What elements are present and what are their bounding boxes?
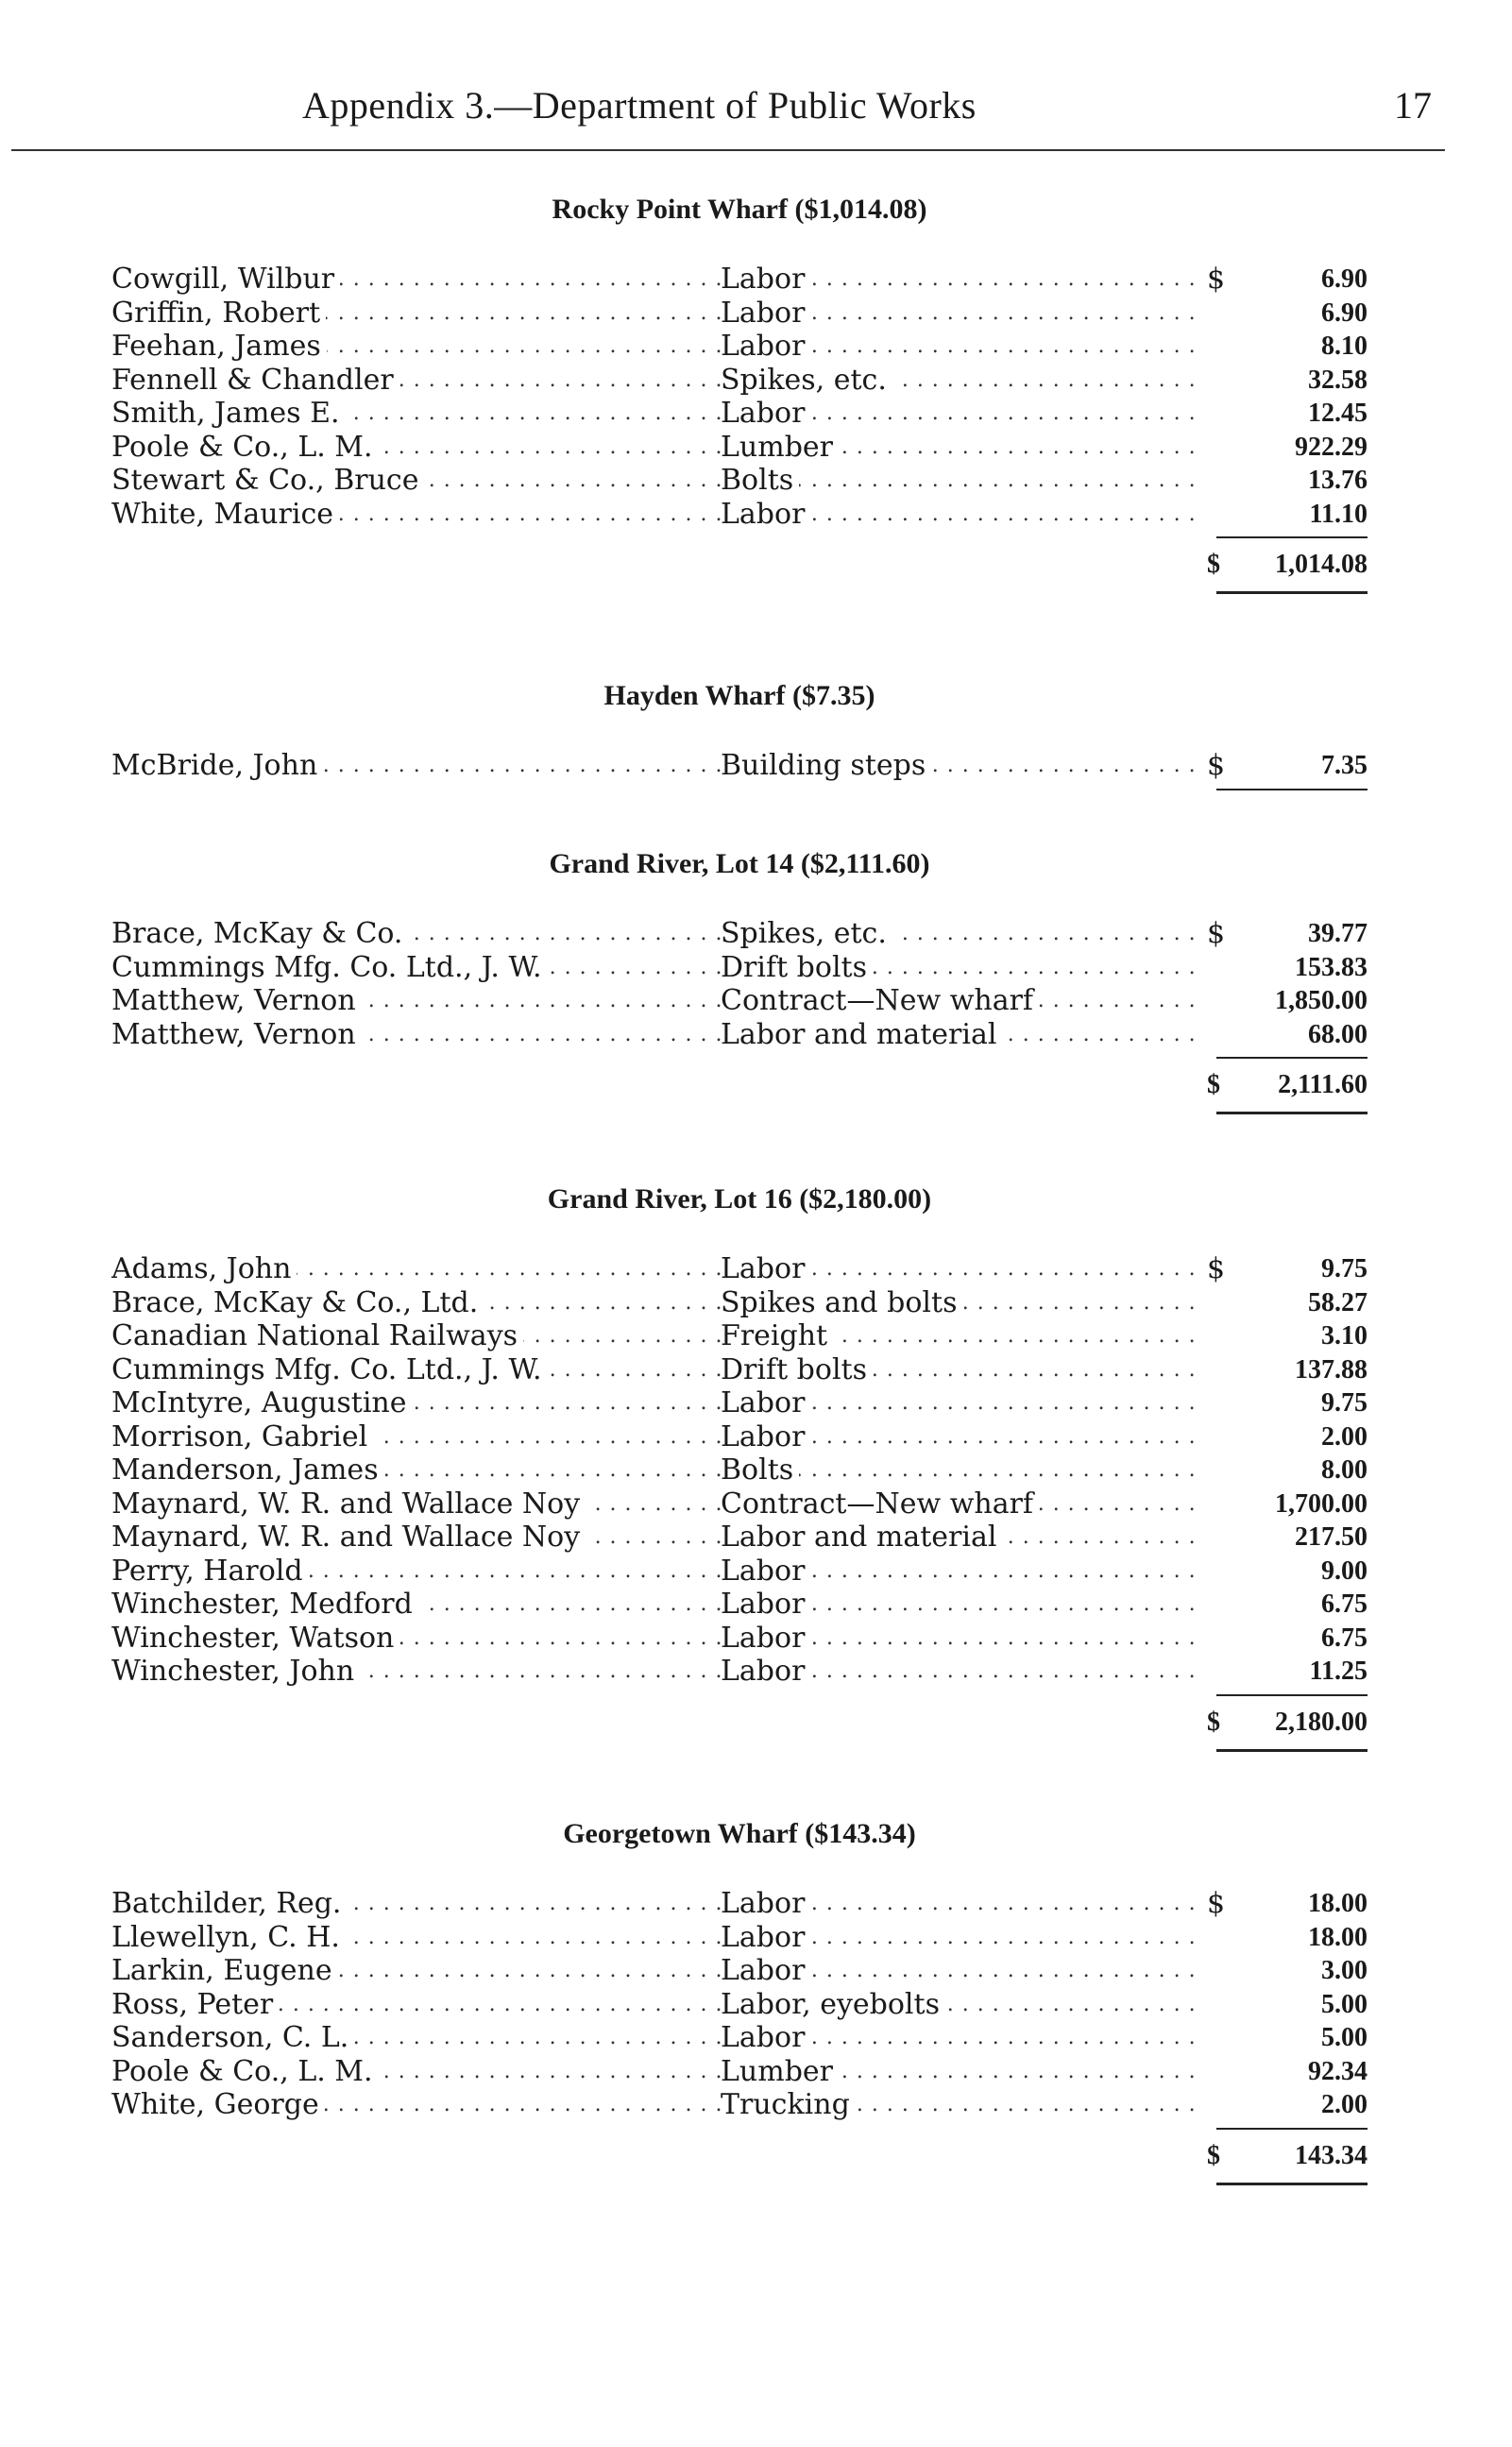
expense-item [721,1921,1198,1954]
total-underline [1216,591,1368,594]
amount: 39.77 [1308,919,1368,948]
payee-name [111,917,721,950]
expense-item-text: Labor and material [721,1521,1002,1554]
ledger-row [111,951,1368,985]
expense-item-text: Labor [721,1921,810,1954]
subtotal-rule-wrap [111,2122,1368,2132]
amount: 13.76 [1308,466,1368,495]
payee-name-text: Poole & Co., L. M. [111,2055,379,2088]
expense-item [721,1988,1198,2021]
entries-list [111,749,1368,792]
payee-name-text: Matthew, Vernon [111,984,362,1017]
section-title: Grand River, Lot 16 ($2,180.00) [547,1183,932,1215]
amount: 9.00 [1321,1555,1368,1586]
payee-name [111,1887,721,1920]
expense-item-text: Labor [721,1555,810,1588]
payee-name [111,1988,721,2021]
expense-item [721,1487,1198,1521]
expense-item-text: Labor [721,1588,810,1621]
subtotal-rule [1216,536,1368,538]
ledger-row [111,1954,1368,1988]
section-rocky-point-wharf [111,189,1368,593]
amount: 3.00 [1321,1956,1368,1985]
expense-item [721,2088,1198,2121]
payee-name [111,1286,721,1319]
subtotal-rule-wrap [111,1051,1368,1061]
total-currency-symbol: $ [1207,2140,1220,2170]
payee-name [111,1622,721,1655]
header-rule [11,149,1445,151]
payee-name-text: Cowgill, Wilbur [111,263,340,296]
payee-name-text: Manderson, James [111,1453,384,1487]
ledger-row [111,1252,1368,1286]
expense-item [721,1954,1198,1987]
payee-name [111,1921,721,1954]
payee-name-text: Poole & Co., L. M. [111,431,379,464]
ledger-row [111,263,1368,297]
payee-name [111,297,721,330]
ledger-row [111,1420,1368,1454]
currency-symbol: $ [1207,1252,1226,1285]
section-georgetown-wharf [111,1813,1368,2184]
payee-name [111,951,721,984]
subtotal-rule-wrap [111,1689,1368,1698]
ledger-row [111,1453,1368,1487]
ledger-row [111,364,1368,398]
payee-name-text: Maynard, W. R. and Wallace Noy [111,1487,586,1521]
payee-name [111,1555,721,1588]
payee-name-text: Stewart & Co., Bruce [111,464,424,497]
amount: 92.34 [1308,2056,1368,2086]
ledger-row [111,2088,1368,2122]
payee-name-text: Maynard, W. R. and Wallace Noy [111,1521,586,1554]
payee-name-text: Matthew, Vernon [111,1018,362,1051]
subtotal-rule-wrap [111,783,1368,792]
payee-name [111,1487,721,1521]
payee-name [111,2088,721,2121]
total-currency-symbol: $ [1207,1707,1220,1737]
amount: 922.29 [1295,432,1368,462]
expense-item-text: Drift bolts [721,1353,873,1386]
ledger-row [111,984,1368,1018]
amount: 9.75 [1321,1388,1368,1418]
payee-name [111,1319,721,1352]
ledger-row [111,1921,1368,1955]
ledger-row [111,464,1368,498]
amount: 217.50 [1295,1522,1368,1552]
currency-symbol: $ [1207,917,1226,950]
currency-symbol: $ [1207,749,1226,782]
ledger-row [111,1386,1368,1420]
amount: 5.00 [1321,2023,1368,2052]
expense-item-text: Labor [721,263,810,296]
subtotal-rule-wrap [111,531,1368,540]
ledger-row [111,1655,1368,1689]
expense-item-text: Labor [721,1420,810,1453]
expense-item-text: Contract—New wharf [721,984,1039,1017]
payee-name [111,1353,721,1386]
subtotal-rule [1216,1057,1368,1059]
subtotal-rule [1216,789,1368,790]
section-total [111,1698,1368,1745]
payee-name-text: Brace, McKay & Co., Ltd. [111,1286,484,1319]
total-currency-symbol: $ [1207,1070,1220,1099]
payee-name-text: Larkin, Eugene [111,1954,338,1987]
payee-name [111,2021,721,2054]
payee-name [111,431,721,464]
amount: 8.00 [1321,1455,1368,1485]
amount: 1,850.00 [1275,986,1368,1015]
section-grand-river-lot-14 [111,843,1368,1113]
payee-name-text: Sanderson, C. L. [111,2021,354,2054]
expense-item [721,1453,1198,1487]
amount: 3.10 [1321,1321,1368,1351]
expense-item [721,2055,1198,2088]
payee-name [111,1453,721,1487]
ledger-row [111,397,1368,431]
expense-item-text: Labor and material [721,1018,1002,1051]
payee-name [111,1588,721,1621]
expense-item-text: Spikes, etc. [721,364,892,397]
entries-list [111,263,1368,593]
section-title: Georgetown Wharf ($143.34) [563,1818,916,1849]
payee-name-text: Perry, Harold [111,1555,309,1588]
total-underline-wrap [111,587,1368,593]
total-amount: 1,014.08 [1275,550,1368,579]
expense-item-text: Labor [721,397,810,430]
expense-item [721,364,1198,397]
payee-name [111,498,721,531]
amount: 12.45 [1308,399,1368,428]
payee-name-text: Canadian National Railways [111,1319,523,1352]
expense-item [721,263,1198,296]
expense-item [721,1622,1198,1655]
payee-name-text: Batchilder, Reg. [111,1887,347,1920]
total-amount: 143.34 [1295,2140,1368,2170]
expense-item-text: Labor [721,498,810,531]
amount: 58.27 [1308,1287,1368,1317]
payee-name [111,1420,721,1453]
amount: 8.10 [1321,331,1368,361]
payee-name [111,397,721,430]
payee-name-text: Smith, James E. [111,397,346,430]
payee-name-text: McIntyre, Augustine [111,1386,413,1419]
ledger-row [111,431,1368,465]
ledger-row [111,1286,1368,1320]
amount: 2.00 [1321,1421,1368,1452]
amount: 1,700.00 [1275,1488,1368,1519]
section-title: Hayden Wharf ($7.35) [603,680,875,711]
expense-item-text: Freight [721,1319,833,1352]
amount: 32.58 [1308,365,1368,395]
ledger-row [111,1622,1368,1656]
payee-name [111,1655,721,1688]
ledger-row [111,1588,1368,1622]
subtotal-rule [1216,1694,1368,1696]
amount: 11.10 [1309,499,1368,529]
payee-name [111,1018,721,1051]
expense-item-text: Labor [721,2021,810,2054]
expense-item-text: Bolts [721,1453,799,1487]
section-grand-river-lot-16 [111,1179,1368,1751]
ledger-row [111,1988,1368,2022]
amount: 68.00 [1308,1019,1368,1049]
expense-item-text: Lumber [721,431,839,464]
ledger-row [111,1521,1368,1555]
payee-name [111,464,721,497]
total-underline-wrap [111,1745,1368,1751]
payee-name [111,1954,721,1987]
expense-item [721,1386,1198,1419]
ledger-row [111,1018,1368,1052]
expense-item-text: Labor [721,330,810,363]
expense-item-text: Drift bolts [721,951,873,984]
payee-name-text: Feehan, James [111,330,327,363]
amount: 18.00 [1308,1922,1368,1952]
section-total [111,540,1368,587]
ledger-row [111,498,1368,532]
payee-name [111,1252,721,1285]
page-title: Appendix 3.—Department of Public Works [302,84,977,127]
ledger-row [111,1319,1368,1353]
expense-item [721,1018,1198,1051]
amount: 6.90 [1321,297,1368,328]
ledger-row [111,1487,1368,1521]
ledger-row [111,1555,1368,1589]
expense-item [721,917,1198,950]
expense-item [721,464,1198,497]
amount: 6.90 [1321,264,1368,294]
payee-name-text: Fennell & Chandler [111,364,399,397]
section-hayden-wharf [111,675,1368,792]
payee-name-text: Winchester, John [111,1655,360,1688]
amount: 11.25 [1309,1657,1368,1686]
payee-name-text: White, George [111,2088,325,2121]
expense-item-text: Building steps [721,749,931,782]
total-underline [1216,1112,1368,1114]
payee-name [111,330,721,363]
payee-name-text: Ross, Peter [111,1988,279,2021]
expense-item [721,1252,1198,1285]
expense-item-text: Labor [721,297,810,330]
expense-item-text: Labor [721,1954,810,1987]
entries-list [111,1252,1368,1751]
payee-name-text: White, Maurice [111,498,339,531]
currency-symbol: $ [1207,1887,1226,1920]
expense-item-text: Contract—New wharf [721,1487,1039,1521]
ledger-row [111,1353,1368,1387]
subtotal-rule [1216,2128,1368,2130]
expense-item-text: Labor, eyebolts [721,1988,945,2021]
total-underline [1216,1749,1368,1752]
ledger-row [111,1887,1368,1921]
expense-item [721,431,1198,464]
payee-name [111,364,721,397]
amount: 5.00 [1321,1989,1368,2019]
total-currency-symbol: $ [1207,550,1220,579]
expense-item-text: Labor [721,1887,810,1920]
expense-item-text: Labor [721,1252,810,1285]
ledger-row [111,297,1368,331]
total-underline [1216,2183,1368,2185]
expense-item-text: Trucking [721,2088,856,2121]
expense-item [721,1353,1198,1386]
currency-symbol: $ [1207,263,1226,296]
ledger-row [111,330,1368,364]
payee-name-text: McBride, John [111,749,323,782]
payee-name-text: Adams, John [111,1252,297,1285]
expense-item [721,330,1198,363]
page-header [0,76,1512,142]
payee-name [111,1521,721,1554]
section-total [111,2132,1368,2179]
expense-item-text: Labor [721,1386,810,1419]
entries-list [111,1887,1368,2184]
ledger-row [111,917,1368,951]
payee-name [111,2055,721,2088]
total-amount: 2,111.60 [1278,1070,1368,1099]
amount: 7.35 [1321,751,1368,780]
expense-item [721,1420,1198,1453]
amount: 18.00 [1308,1889,1368,1918]
ledger-row [111,2055,1368,2089]
expense-item [721,951,1198,984]
amount: 137.88 [1295,1354,1368,1385]
payee-name-text: Cummings Mfg. Co. Ltd., J. W. [111,1353,548,1386]
total-underline-wrap [111,2179,1368,2184]
amount: 2.00 [1321,2090,1368,2119]
amount: 9.75 [1321,1254,1368,1283]
ledger-row [111,2021,1368,2055]
total-amount: 2,180.00 [1275,1707,1368,1737]
ledger-row [111,749,1368,783]
payee-name-text: Llewellyn, C. H. [111,1921,346,1954]
expense-item [721,1286,1198,1319]
section-total [111,1061,1368,1108]
total-underline-wrap [111,1108,1368,1113]
expense-item [721,397,1198,430]
payee-name-text: Cummings Mfg. Co. Ltd., J. W. [111,951,548,984]
payee-name-text: Griffin, Robert [111,297,326,330]
payee-name [111,749,721,782]
page-number: 17 [1394,84,1432,127]
expense-item-text: Spikes, etc. [721,917,892,950]
amount: 6.75 [1321,1623,1368,1653]
expense-item [721,1655,1198,1688]
expense-item-text: Lumber [721,2055,839,2088]
expense-item [721,1887,1198,1920]
expense-item-text: Bolts [721,464,799,497]
expense-item [721,1588,1198,1621]
payee-name-text: Winchester, Medford [111,1588,418,1621]
section-title: Rocky Point Wharf ($1,014.08) [552,194,927,225]
section-title: Grand River, Lot 14 ($2,111.60) [549,848,930,879]
expense-item-text: Labor [721,1622,810,1655]
expense-item [721,2021,1198,2054]
expense-item-text: Labor [721,1655,810,1688]
expense-item [721,498,1198,531]
amount: 6.75 [1321,1589,1368,1619]
payee-name-text: Brace, McKay & Co. [111,917,408,950]
payee-name [111,1386,721,1419]
expense-item [721,984,1198,1017]
expense-item [721,1521,1198,1554]
entries-list [111,917,1368,1113]
payee-name [111,263,721,296]
payee-name [111,984,721,1017]
expense-item [721,297,1198,330]
expense-item [721,1319,1198,1352]
expense-item [721,1555,1198,1588]
payee-name-text: Morrison, Gabriel [111,1420,373,1453]
amount: 153.83 [1295,952,1368,982]
expense-item [721,749,1198,782]
expense-item-text: Spikes and bolts [721,1286,962,1319]
payee-name-text: Winchester, Watson [111,1622,399,1655]
